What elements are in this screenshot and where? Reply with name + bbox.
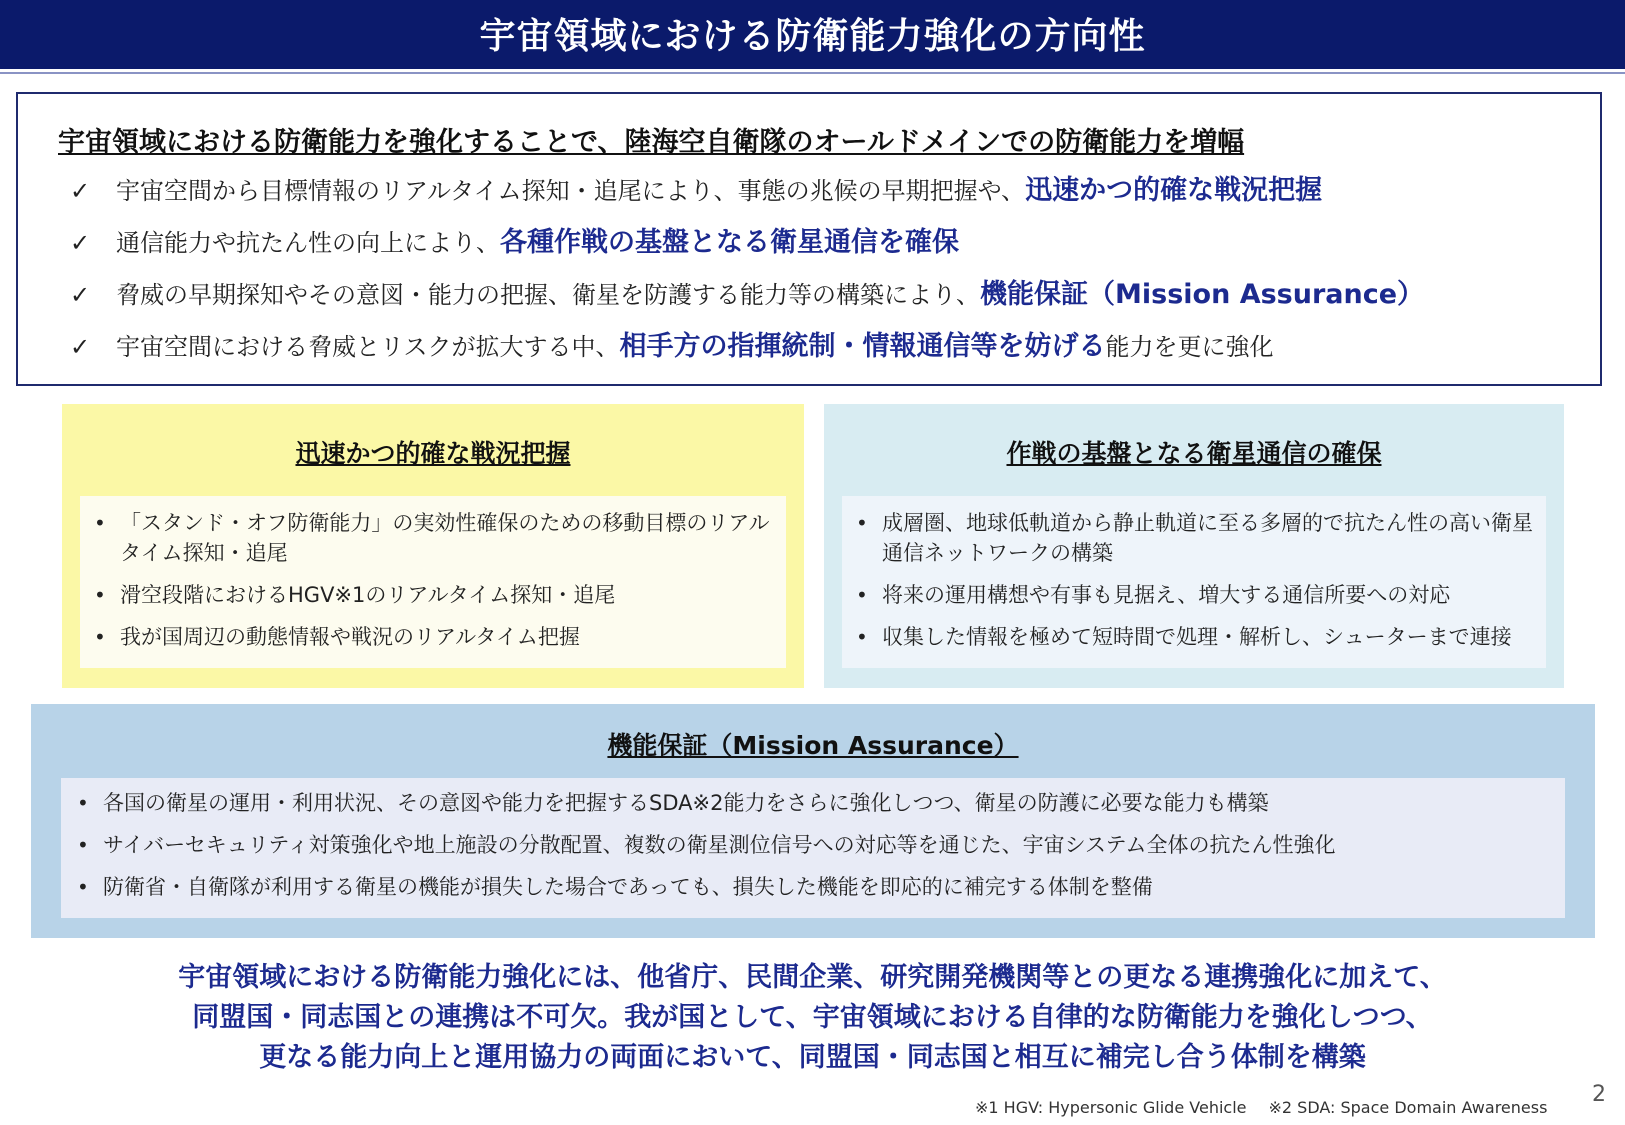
panel-title: 作戦の基盤となる衛星通信の確保 bbox=[1006, 439, 1382, 468]
title-rule bbox=[0, 66, 1625, 69]
list-item: • 収集した情報を極めて短時間で処理・解析し、シューターまで連接 bbox=[846, 622, 1536, 652]
footnote: ※2 SDA: Space Domain Awareness bbox=[1268, 1098, 1548, 1117]
summary-box bbox=[16, 92, 1602, 386]
conclusion-line: 同盟国・同志国との連携は不可欠。我が国として、宇宙領域における自律的な防衛能力を強化しつつ、 bbox=[192, 1002, 1433, 1033]
title-rule-thin bbox=[0, 72, 1625, 74]
list-item: • サイバーセキュリティ対策強化や地上施設の分散配置、複数の衛星測位信号への対応等を通じた、宇宙システム全体の抗たん性強化 bbox=[67, 830, 1555, 860]
panel-satellite-comms bbox=[824, 404, 1564, 688]
check-item-highlight: 機能保証（Mission Assurance） bbox=[980, 279, 1425, 310]
page-number: 2 bbox=[1592, 1082, 1606, 1107]
panel-mission-assurance bbox=[31, 704, 1595, 938]
panel-situation-awareness bbox=[62, 404, 804, 688]
check-item-text: 宇宙空間から目標情報のリアルタイム探知・追尾により、事態の兆候の早期把握や、 bbox=[116, 177, 1026, 205]
check-icon: ✓ bbox=[70, 177, 91, 205]
check-item-text-post: 能力を更に強化 bbox=[1105, 333, 1274, 361]
bullet-list bbox=[67, 788, 1555, 914]
bullet-list bbox=[84, 508, 776, 664]
check-item-highlight: 迅速かつ的確な戦況把握 bbox=[1025, 175, 1323, 206]
check-icon: ✓ bbox=[70, 229, 91, 257]
check-item-text: 宇宙空間における脅威とリスクが拡大する中、 bbox=[116, 333, 620, 361]
check-item bbox=[70, 272, 1424, 311]
check-item bbox=[70, 220, 959, 259]
list-item: • 防衛省・自衛隊が利用する衛星の機能が損失した場合であっても、損失した機能を即応的に補完する体制を整備 bbox=[67, 872, 1555, 902]
list-item: • 各国の衛星の運用・利用状況、その意図や能力を把握するSDA※2能力をさらに強化しつつ、衛星の防護に必要な能力も構築 bbox=[67, 788, 1555, 818]
check-item bbox=[70, 324, 1274, 363]
conclusion bbox=[0, 958, 1625, 1078]
check-item-highlight: 各種作戦の基盤となる衛星通信を確保 bbox=[500, 227, 959, 258]
check-item-highlight: 相手方の指揮統制・情報通信等を妨げる bbox=[619, 331, 1106, 362]
check-item-text: 通信能力や抗たん性の向上により、 bbox=[116, 229, 500, 257]
list-item: • 成層圏、地球低軌道から静止軌道に至る多層的で抗たん性の高い衛星通信ネットワークの構築 bbox=[846, 508, 1536, 568]
list-item: • 我が国周辺の動態情報や戦況のリアルタイム把握 bbox=[84, 622, 776, 652]
panel-title: 機能保証（Mission Assurance） bbox=[607, 731, 1019, 760]
panel-inner bbox=[80, 496, 786, 668]
check-icon: ✓ bbox=[70, 333, 91, 361]
page-title: 宇宙領域における防衛能力強化の方向性 bbox=[479, 15, 1146, 57]
bullet-list bbox=[846, 508, 1536, 664]
conclusion-line: 宇宙領域における防衛能力強化には、他省庁、民間企業、研究開発機関等との更なる連携強化に加えて、 bbox=[178, 962, 1447, 993]
footnote: ※1 HGV: Hypersonic Glide Vehicle bbox=[975, 1098, 1247, 1117]
panel-inner bbox=[61, 778, 1565, 918]
list-item: • 将来の運用構想や有事も見据え、増大する通信所要への対応 bbox=[846, 580, 1536, 610]
panel-title: 迅速かつ的確な戦況把握 bbox=[295, 439, 571, 468]
footnotes bbox=[975, 1098, 1569, 1117]
list-item: • 「スタンド・オフ防衛能力」の実効性確保のための移動目標のリアルタイム探知・追尾 bbox=[84, 508, 776, 568]
check-icon: ✓ bbox=[70, 281, 91, 309]
check-item bbox=[70, 168, 1322, 207]
list-item: • 滑空段階におけるHGV※1のリアルタイム探知・追尾 bbox=[84, 580, 776, 610]
panel-inner bbox=[842, 496, 1546, 668]
conclusion-line: 更なる能力向上と運用協力の両面において、同盟国・同志国と相互に補完し合う体制を構築 bbox=[259, 1042, 1366, 1073]
summary-heading: 宇宙領域における防衛能力を強化することで、陸海空自衛隊のオールドメインでの防衛能力を増幅 bbox=[58, 127, 1245, 158]
title-bar bbox=[0, 0, 1625, 66]
check-item-text: 脅威の早期探知やその意図・能力の把握、衛星を防護する能力等の構築により、 bbox=[116, 281, 980, 309]
